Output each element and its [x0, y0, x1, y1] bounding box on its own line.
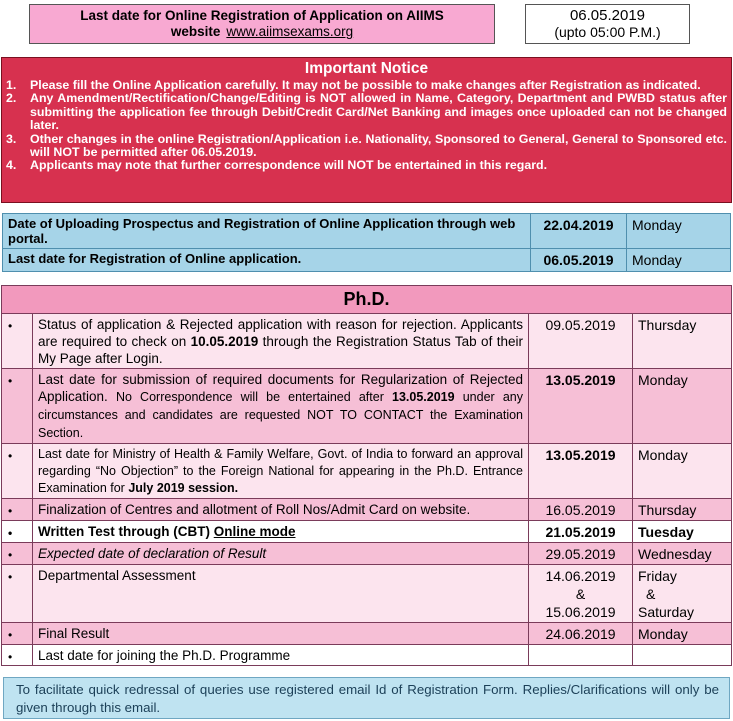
event-day-end: Saturday	[638, 604, 695, 620]
important-notice	[1, 57, 732, 203]
registration-line-2	[171, 24, 353, 40]
event-description: Expected date of declaration of Result	[33, 543, 529, 565]
event-description: Written Test through (CBT) Online mode	[33, 521, 529, 543]
table-row	[2, 444, 732, 499]
phd-schedule-table	[1, 285, 732, 666]
bullet-icon: •	[2, 369, 33, 444]
event-day: Wednesday	[633, 543, 732, 565]
notice-item	[6, 133, 727, 160]
notice-item-text: Any Amendment/Rectification/Change/Editing is NOT allowed in Name, Category, Department and PWBD status after submitting the application fee through Debit/Credit Card/Net Banking and images once uploaded can not be changed later.	[30, 91, 727, 133]
event-date: 21.05.2019	[529, 521, 633, 543]
date-day: Monday	[627, 214, 731, 249]
notice-item-number: 1.	[6, 78, 17, 92]
notice-item	[6, 159, 727, 172]
aiimsexams-link[interactable]: www.aiimsexams.org	[226, 24, 354, 39]
table-row	[2, 623, 732, 645]
date-description: Date of Uploading Prospectus and Registration of Online Application through web portal.	[3, 214, 531, 249]
event-date: 13.05.2019	[529, 444, 633, 499]
bullet-icon: •	[2, 499, 33, 521]
notice-item-number: 3.	[6, 131, 17, 146]
event-date-start: 14.06.2019	[545, 568, 616, 584]
phd-title: Ph.D.	[2, 286, 732, 314]
event-day-start: Friday	[638, 568, 677, 584]
table-row	[2, 521, 732, 543]
registration-deadline-box	[29, 4, 495, 44]
notice-list	[6, 79, 727, 173]
registration-line-1: Last date for Online Registration of Application on AIIMS	[80, 8, 444, 23]
notice-title: Important Notice	[304, 60, 429, 77]
event-date: 24.06.2019	[529, 623, 633, 645]
registration-time: (upto 05:00 P.M.)	[554, 24, 661, 40]
event-day	[633, 565, 732, 623]
notice-item-number: 2.	[6, 91, 17, 106]
event-day: Thursday	[633, 314, 732, 369]
event-day-separator: &	[646, 586, 656, 602]
event-description: Last date for joining the Ph.D. Programme	[33, 645, 529, 666]
date-value: 22.04.2019	[531, 214, 627, 249]
notice-item-text: Applicants may note that further correspondence will NOT be entertained in this regard.	[30, 158, 548, 173]
event-description: Final Result	[33, 623, 529, 645]
event-date: 29.05.2019	[529, 543, 633, 565]
event-day: Thursday	[633, 499, 732, 521]
event-date-end: 15.06.2019	[545, 604, 616, 620]
bullet-icon: •	[2, 565, 33, 623]
notice-item	[6, 92, 727, 132]
event-description: Last date for Ministry of Health & Family Welfare, Govt. of India to forward an approval regarding “No Objection” to the Foreign National for appearing in the Ph.D. Entrance Examination for July 2019 session.	[33, 444, 529, 499]
website-label: website	[170, 24, 221, 39]
registration-date-box	[525, 4, 690, 44]
table-row	[2, 543, 732, 565]
phd-title-row	[2, 286, 732, 314]
table-row	[2, 565, 732, 623]
event-date: 13.05.2019	[529, 369, 633, 444]
notice-item-text: Other changes in the online Registration/Application i.e. Nationality, Sponsored to General, General to Sponsored etc. will NOT be permitted after 06.05.2019.	[30, 131, 727, 160]
table-row	[2, 369, 732, 444]
bullet-icon: •	[2, 645, 33, 666]
event-description: Finalization of Centres and allotment of Roll Nos/Admit Card on website.	[33, 499, 529, 521]
event-date	[529, 565, 633, 623]
notice-item-text: Please fill the Online Application carefully. It may not be possible to make changes after Registration as indicated.	[30, 78, 701, 92]
event-date: 09.05.2019	[529, 314, 633, 369]
event-description: Departmental Assessment	[33, 565, 529, 623]
event-date-separator: &	[575, 586, 586, 602]
table-row	[2, 645, 732, 666]
registration-date: 06.05.2019	[569, 7, 646, 24]
notice-item-number: 4.	[6, 158, 17, 173]
table-row	[3, 249, 731, 272]
event-description: Last date for submission of required documents for Regularization of Rejected Application. No Correspondence will be entertained after 13.05.2019 under any circumstances and candidates are requested NOT TO CONTACT the Examination Section.	[33, 369, 529, 444]
bullet-icon: •	[2, 444, 33, 499]
event-description: Status of application & Rejected application with reason for rejection. Applicants are required to check on 10.05.2019 through the Registration Status Tab of their My Page after Login.	[33, 314, 529, 369]
table-row	[2, 499, 732, 521]
table-row	[2, 314, 732, 369]
event-day: Monday	[633, 623, 732, 645]
event-date	[529, 645, 633, 666]
query-redressal-note: To facilitate quick redressal of queries use registered email Id of Registration Form. Replies/Clarifications will only be given through this email.	[3, 677, 730, 719]
bullet-icon: •	[2, 623, 33, 645]
notice-item	[6, 79, 727, 92]
event-day: Tuesday	[633, 521, 732, 543]
date-value: 06.05.2019	[531, 249, 627, 272]
date-description: Last date for Registration of Online application.	[3, 249, 531, 272]
table-row	[3, 214, 731, 249]
event-day: Monday	[633, 369, 732, 444]
registration-dates-table	[2, 213, 731, 272]
bullet-icon: •	[2, 543, 33, 565]
bullet-icon: •	[2, 314, 33, 369]
event-date: 16.05.2019	[529, 499, 633, 521]
event-day	[633, 645, 732, 666]
date-day: Monday	[627, 249, 731, 272]
bullet-icon: •	[2, 521, 33, 543]
event-day: Monday	[633, 444, 732, 499]
